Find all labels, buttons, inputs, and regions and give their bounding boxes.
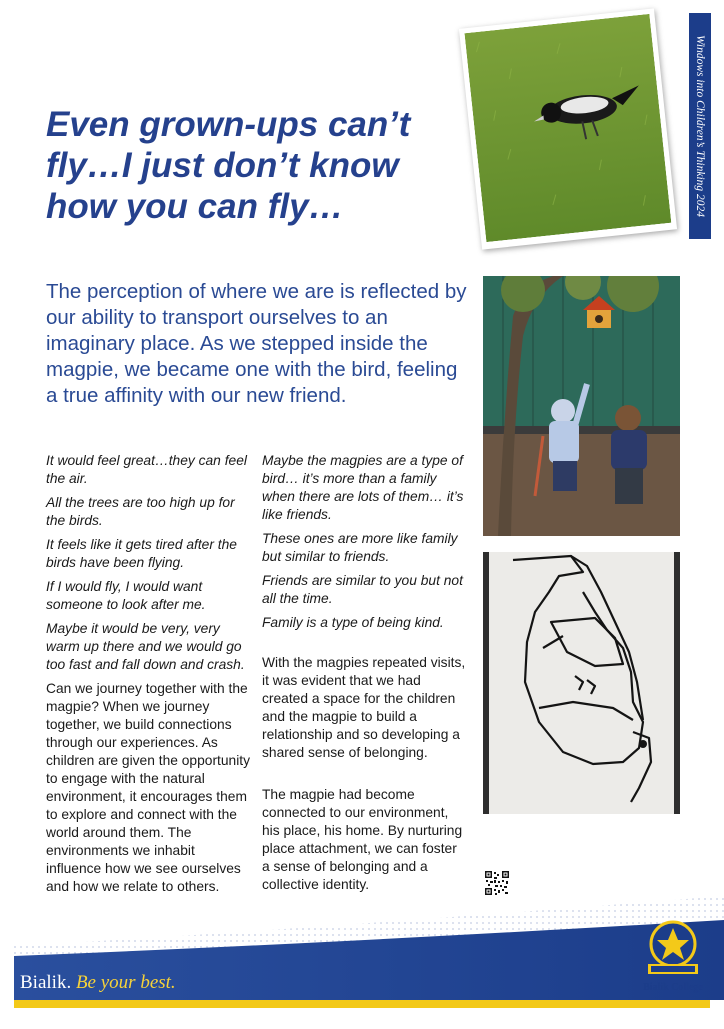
footer-band	[0, 890, 724, 1024]
reflection-paragraph: Can we journey together with the magpie? When we journey together, we build connections through our experiences. As children are given the opportunity to engage with the natural environment, it encourages them to explore and connect with the world around them. The environments we inhabit influence how we see ourselves and how we relate to others.	[46, 681, 251, 894]
magpie-drawing-photo	[483, 552, 680, 814]
reflection-paragraph: The magpie had become connected to our environment, his place, his home. By nurturing place attachment, we can foster a sense of belonging and a collective identity.	[262, 787, 463, 892]
brand-tagline: Be your best.	[75, 972, 176, 993]
child-quote: It would feel great…they can feel the air.	[46, 453, 247, 486]
brand-name: Bialik.	[20, 972, 72, 993]
footer-slogan	[20, 972, 176, 994]
children-birdhouse-photo	[483, 276, 680, 536]
page-title: Even grown-ups can’t fly…I just don’t know how you can fly…	[46, 105, 411, 226]
child-quote: Family is a type of being kind.	[262, 615, 444, 630]
intro-paragraph: The perception of where we are is reflected by our ability to transport ourselves to an imaginary place. As we stepped inside the magpie, we became one with the bird, feeling a true affinity with our new friend.	[46, 280, 467, 407]
college-crest	[642, 920, 704, 980]
right-column	[262, 452, 467, 900]
college-name: Bialik College	[643, 982, 703, 993]
child-quote: Friends are similar to you but not all the time.	[262, 573, 463, 606]
child-quote: If I would fly, I would want someone to look after me.	[46, 579, 206, 612]
magpie-photo	[464, 14, 671, 242]
child-quote: Maybe it would be very, very warm up there and we would go too fast and fall down and crash.	[46, 621, 245, 672]
magpie-photo-frame	[459, 8, 677, 249]
reflection-paragraph: With the magpies repeated visits, it was evident that we had created a space for the children and the magpie to build a relationship and so developing a shared sense of belonging.	[262, 655, 466, 760]
child-quote: All the trees are too high up for the birds.	[46, 495, 235, 528]
child-quote: Maybe the magpies are a type of bird… it’s more than a family when there are lots of them… it’s like friends.	[262, 453, 464, 522]
left-column	[46, 452, 251, 902]
child-quote: These ones are more like family but similar to friends.	[262, 531, 458, 564]
child-quote: It feels like it gets tired after the birds have been flying.	[46, 537, 237, 570]
series-label: Windows into Children’s Thinking 2024	[694, 34, 706, 218]
